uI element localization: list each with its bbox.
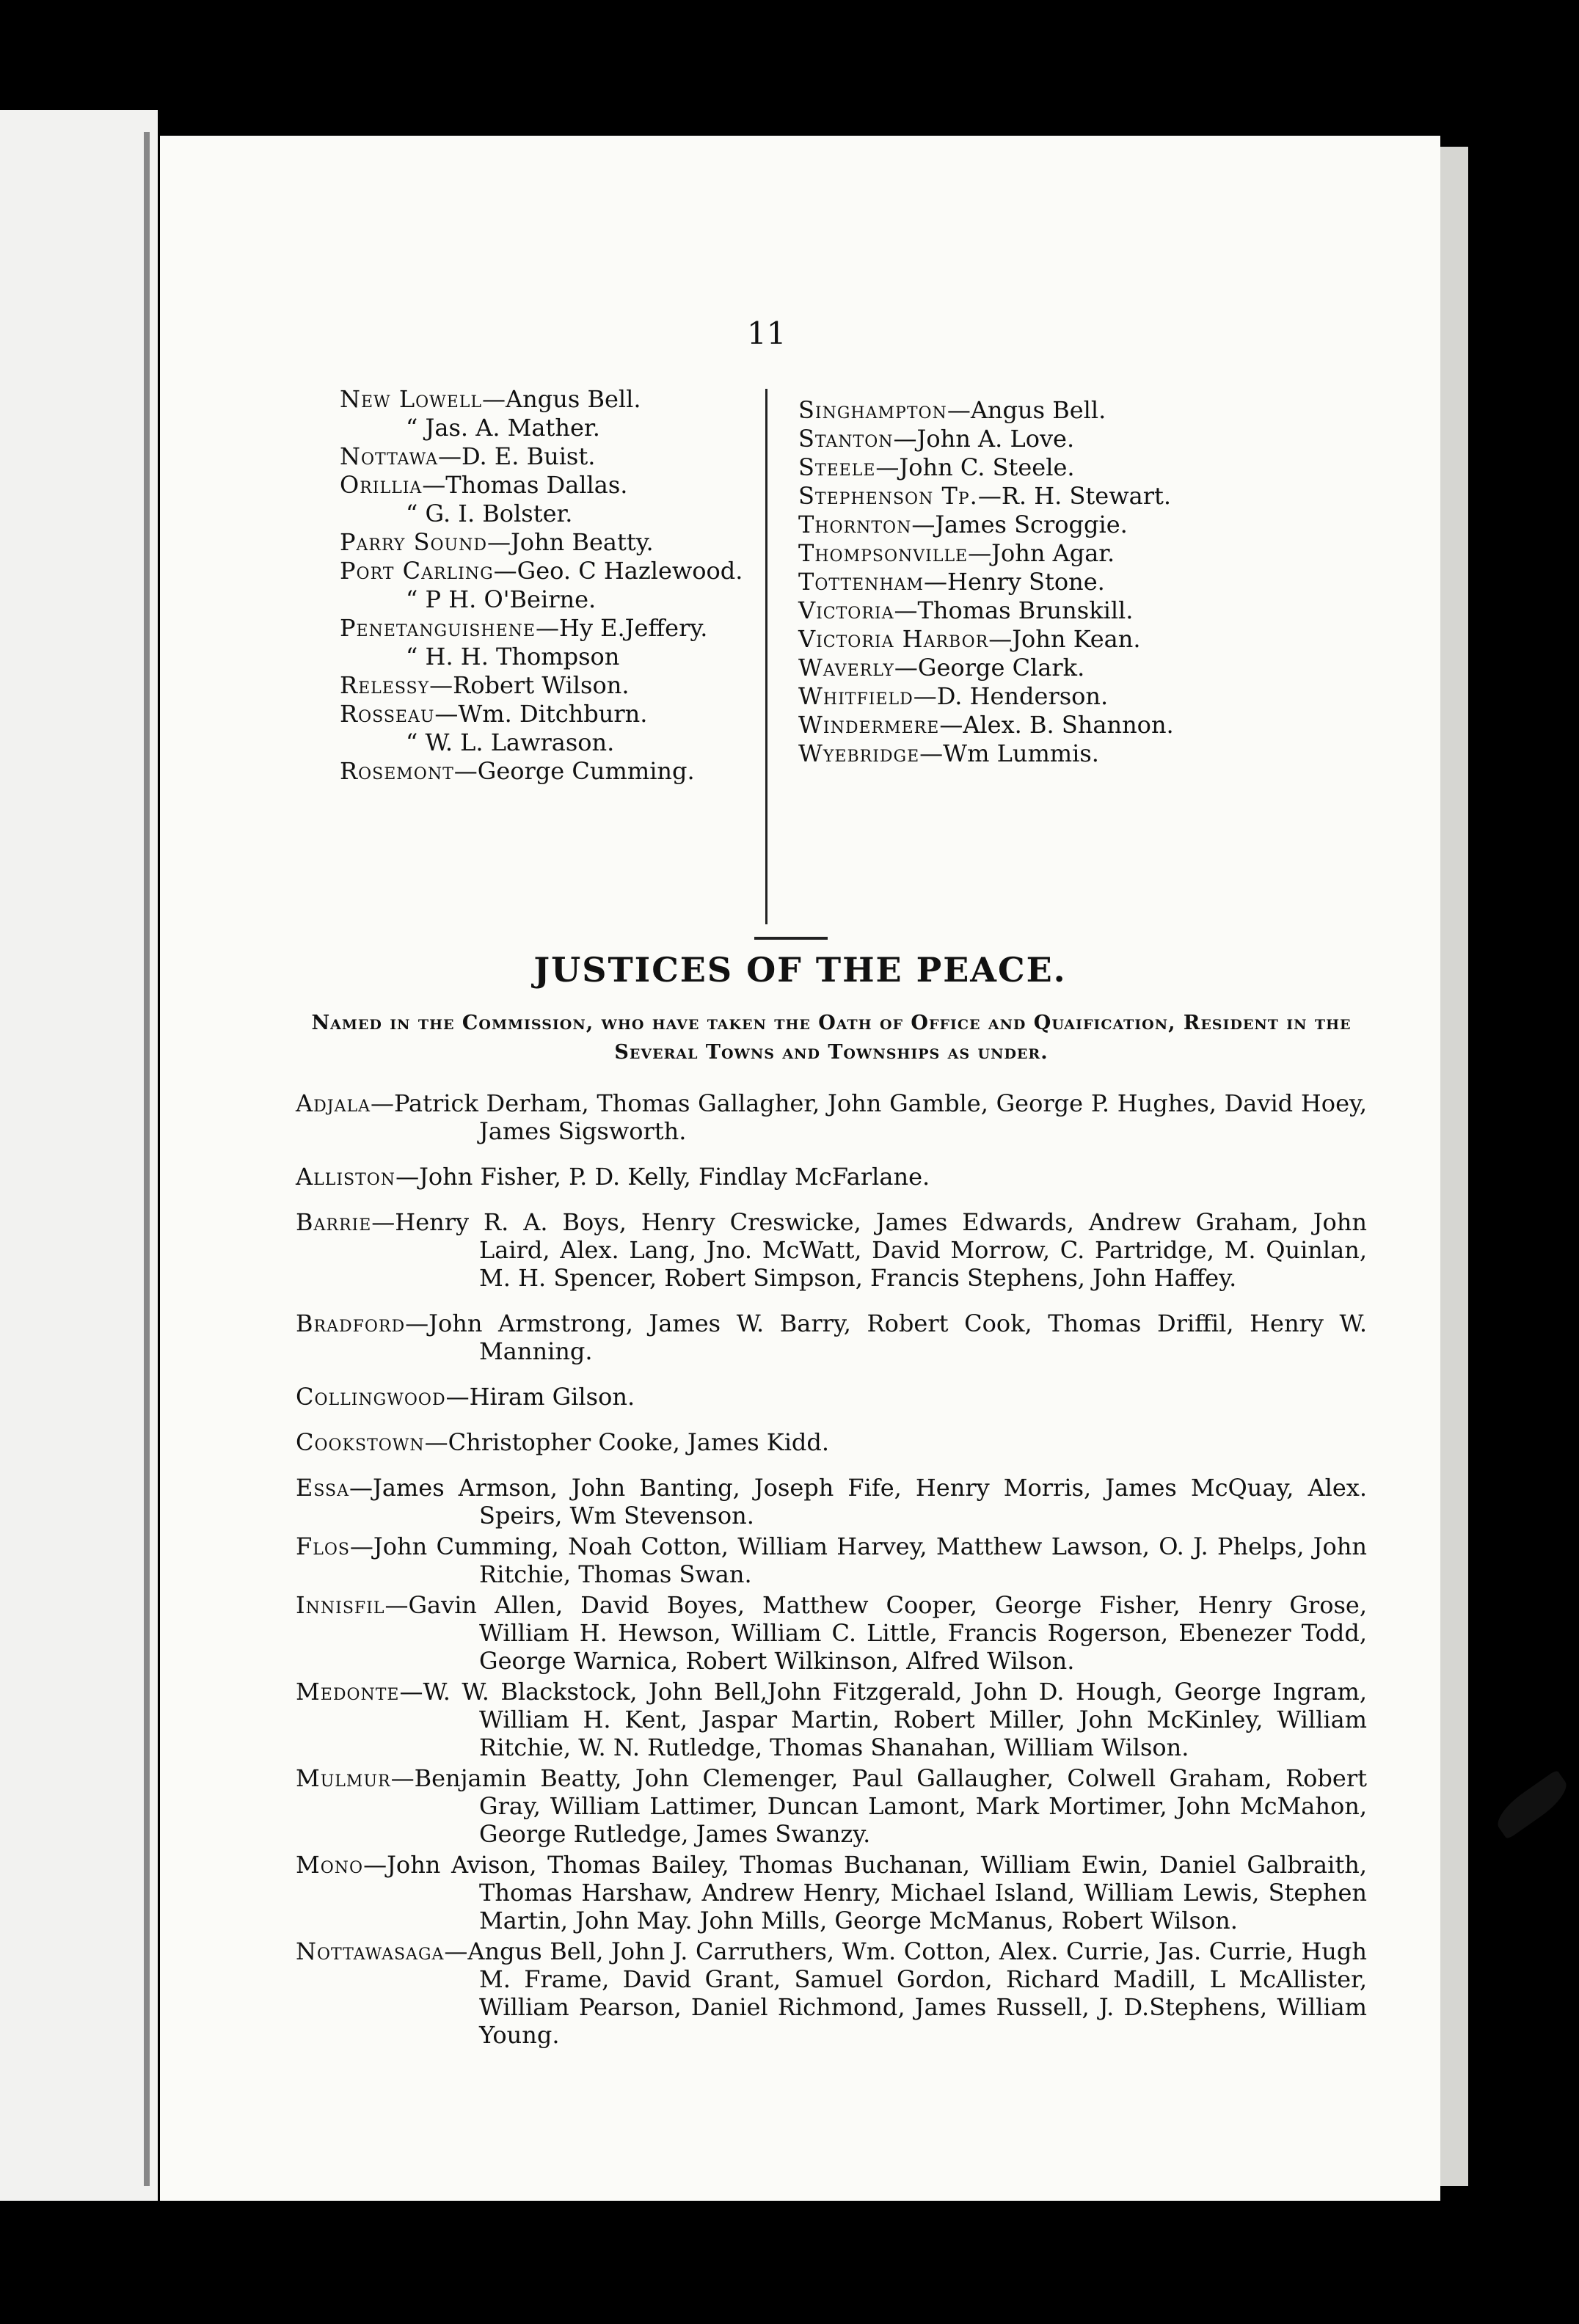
ditto-mark: “ — [406, 643, 426, 670]
postmaster-entry: Parry Sound—John Beatty. — [340, 528, 654, 556]
person-name: John C. Steele. — [899, 453, 1075, 481]
person-name: Geo. C Hazlewood. — [517, 557, 743, 585]
place-name: Singhampton — [798, 396, 947, 424]
page-fold-shadow — [144, 132, 150, 2186]
township-name: Innisfil — [296, 1591, 385, 1619]
person-name: P H. O'Beirne. — [425, 585, 597, 613]
person-name: George Cumming. — [477, 757, 695, 785]
postmaster-continuation — [340, 500, 743, 528]
person-name: R. H. Stewart. — [1001, 482, 1172, 510]
person-name: George Clark. — [917, 654, 1085, 682]
justice-entry: Cookstown—Christopher Cooke, James Kidd. — [296, 1428, 830, 1456]
postmaster-entry: Port Carling—Geo. C Hazlewood. — [340, 557, 743, 585]
document-page — [160, 136, 1440, 2201]
justice-names: Christopher Cooke, James Kidd. — [448, 1428, 830, 1456]
section-rule — [754, 937, 828, 940]
person-name: Henry Stone. — [947, 568, 1105, 596]
page-number: 11 — [747, 315, 787, 351]
person-name: W. L. Lawrason. — [425, 728, 615, 756]
justice-names: Patrick Derham, Thomas Gallagher, John Gamble, George P. Hughes, David Hoey, James Sigsworth. — [393, 1089, 1367, 1145]
justice-names: Henry R. A. Boys, Henry Creswicke, James Edwards, Andrew Graham, John Laird, Alex. Lang, Jno. McWatt, David Morrow, C. Partridge, M. Quinlan, M. H. Spencer, Robert Simpson, Francis Stephens, John Haffey. — [395, 1208, 1367, 1292]
township-name: Mulmur — [296, 1764, 391, 1792]
justice-entry: Alliston—John Fisher, P. D. Kelly, Findlay McFarlane. — [296, 1163, 930, 1191]
justice-entry: Collingwood—Hiram Gilson. — [296, 1383, 635, 1411]
place-name: Victoria — [798, 596, 894, 624]
postmaster-entry: Penetanguishene—Hy E.Jeffery. — [340, 614, 708, 642]
person-name: Hy E.Jeffery. — [558, 614, 708, 642]
person-name: John A. Love. — [916, 425, 1075, 453]
place-name: Stephenson Tp. — [798, 482, 978, 510]
postmaster-entry: Relessy—Robert Wilson. — [340, 671, 630, 699]
person-name: D. E. Buist. — [462, 442, 596, 470]
justice-names: John Armstrong, James W. Barry, Robert Cook, Thomas Driffil, Henry W. Manning. — [429, 1309, 1367, 1365]
person-name: Jas. A. Mather. — [425, 414, 600, 442]
ditto-mark: “ — [406, 585, 426, 613]
place-name: New Lowell — [340, 385, 483, 413]
township-name: Flos — [296, 1532, 350, 1560]
person-name: Thomas Brunskill. — [917, 596, 1134, 624]
postmaster-entry: Rosemont—George Cumming. — [340, 757, 695, 785]
justices-list — [296, 1089, 1367, 2067]
place-name: Whitfield — [798, 682, 914, 710]
township-name: Mono — [296, 1851, 364, 1879]
postmaster-entry: Victoria Harbor—John Kean. — [798, 625, 1141, 653]
postmaster-entry: Waverly—George Clark. — [798, 654, 1085, 682]
place-name: Waverly — [798, 654, 894, 682]
place-name: Victoria Harbor — [798, 625, 989, 653]
justice-names: Hiram Gilson. — [469, 1383, 635, 1411]
place-name: Nottawa — [340, 442, 438, 470]
place-name: Windermere — [798, 711, 940, 739]
postmaster-continuation — [340, 643, 743, 671]
township-name: Medonte — [296, 1678, 400, 1706]
postmaster-entry: Victoria—Thomas Brunskill. — [798, 596, 1134, 624]
person-name: Wm Lummis. — [943, 739, 1099, 767]
justice-entry: Essa—James Armson, John Banting, Joseph Fife, Henry Morris, James McQuay, Alex. Speirs, Wm Stevenson. — [296, 1474, 1367, 1530]
ink-blot — [1490, 1769, 1573, 1840]
justice-entry: Nottawasaga—Angus Bell, John J. Carruthers, Wm. Cotton, Alex. Currie, Jas. Currie, Hugh M. Frame, David Grant, Samuel Gordon, Richard Madill, L McAllister, William Pearson, Daniel Richmond, James Russell, J. D.Stephens, William Young. — [296, 1937, 1367, 2049]
person-name: D. Henderson. — [936, 682, 1109, 710]
justice-entry: Medonte—W. W. Blackstock, John Bell,John Fitzgerald, John D. Hough, George Ingram, William H. Kent, Jaspar Martin, Robert Miller, John McKinley, William Ritchie, W. N. Rutledge, Thomas Shanahan, William Wilson. — [296, 1678, 1367, 1761]
person-name: Angus Bell. — [506, 385, 641, 413]
facing-page-edge — [0, 110, 158, 2201]
justice-names: John Cumming, Noah Cotton, William Harvey, Matthew Lawson, O. J. Phelps, John Ritchie, Thomas Swan. — [373, 1532, 1367, 1588]
page-content — [160, 136, 1440, 2201]
justice-entry: Flos—John Cumming, Noah Cotton, William Harvey, Matthew Lawson, O. J. Phelps, John Ritchie, Thomas Swan. — [296, 1532, 1367, 1588]
postmaster-entry: Windermere—Alex. B. Shannon. — [798, 711, 1174, 739]
postmaster-entry: Rosseau—Wm. Ditchburn. — [340, 700, 648, 728]
postmaster-continuation — [340, 728, 743, 757]
justice-entry: Bradford—John Armstrong, James W. Barry, Robert Cook, Thomas Driffil, Henry W. Manning. — [296, 1309, 1367, 1365]
ditto-mark: “ — [406, 728, 426, 756]
justice-entry: Mono—John Avison, Thomas Bailey, Thomas Buchanan, William Ewin, Daniel Galbraith, Thomas Harshaw, Andrew Henry, Michael Island, William Lewis, Stephen Martin, John May. John Mills, George McManus, Robert Wilson. — [296, 1851, 1367, 1934]
justice-entry: Innisfil—Gavin Allen, David Boyes, Matthew Cooper, George Fisher, Henry Grose, William H. Hewson, William C. Little, Francis Rogerson, Ebenezer Todd, George Warnica, Robert Wilkinson, Alfred Wilson. — [296, 1591, 1367, 1675]
township-name: Essa — [296, 1474, 350, 1502]
person-name: John Agar. — [991, 539, 1115, 567]
justice-entry: Barrie—Henry R. A. Boys, Henry Creswicke, James Edwards, Andrew Graham, John Laird, Alex. Lang, Jno. McWatt, David Morrow, C. Partridge, M. Quinlan, M. H. Spencer, Robert Simpson, Francis Stephens, John Haffey. — [296, 1208, 1367, 1292]
left-postmaster-column — [340, 385, 743, 786]
postmaster-entry: Stanton—John A. Love. — [798, 425, 1075, 453]
column-divider — [765, 389, 767, 924]
justice-names: Benjamin Beatty, John Clemenger, Paul Gallaugher, Colwell Graham, Robert Gray, William Lattimer, Duncan Lamont, Mark Mortimer, John McMahon, George Rutledge, James Swanzy. — [414, 1764, 1367, 1848]
person-name: Robert Wilson. — [453, 671, 630, 699]
postmaster-entry: Nottawa—D. E. Buist. — [340, 442, 596, 470]
person-name: John Kean. — [1012, 625, 1141, 653]
section-heading: JUSTICES OF THE PEACE. — [533, 950, 1067, 990]
township-name: Alliston — [296, 1163, 396, 1191]
place-name: Port Carling — [340, 557, 494, 585]
postmaster-continuation — [340, 585, 743, 614]
postmaster-entry: Tottenham—Henry Stone. — [798, 568, 1105, 596]
person-name: John Beatty. — [510, 528, 654, 556]
township-name: Adjala — [296, 1089, 371, 1117]
justice-names: Angus Bell, John J. Carruthers, Wm. Cotton, Alex. Currie, Jas. Currie, Hugh M. Frame, David Grant, Samuel Gordon, Richard Madill, L McAllister, William Pearson, Daniel Richmond, James Russell, J. D.Stephens, William Young. — [467, 1937, 1367, 2049]
place-name: Rosemont — [340, 757, 454, 785]
postmaster-entry: Orillia—Thomas Dallas. — [340, 471, 628, 499]
person-name: Angus Bell. — [970, 396, 1106, 424]
township-name: Nottawasaga — [296, 1937, 445, 1965]
ditto-mark: “ — [406, 500, 426, 527]
justice-entry: Adjala—Patrick Derham, Thomas Gallagher, John Gamble, George P. Hughes, David Hoey, James Sigsworth. — [296, 1089, 1367, 1145]
person-name: Wm. Ditchburn. — [458, 700, 648, 728]
justice-names: W. W. Blackstock, John Bell,John Fitzgerald, John D. Hough, George Ingram, William H. Kent, Jaspar Martin, Robert Miller, John McKinley, William Ritchie, W. N. Rutledge, Thomas Shanahan, William Wilson. — [423, 1678, 1367, 1761]
postmaster-entry: Thornton—James Scroggie. — [798, 511, 1128, 538]
place-name: Thornton — [798, 511, 912, 538]
right-postmaster-column — [798, 396, 1174, 768]
person-name: Alex. B. Shannon. — [963, 711, 1174, 739]
justice-names: John Fisher, P. D. Kelly, Findlay McFarlane. — [419, 1163, 930, 1191]
place-name: Stanton — [798, 425, 894, 453]
justice-names: Gavin Allen, David Boyes, Matthew Cooper, George Fisher, Henry Grose, William H. Hewson, William C. Little, Francis Rogerson, Ebenezer Todd, George Warnica, Robert Wilkinson, Alfred Wilson. — [408, 1591, 1367, 1675]
postmaster-entry: Whitfield—D. Henderson. — [798, 682, 1109, 710]
person-name: Thomas Dallas. — [445, 471, 628, 499]
justice-names: John Avison, Thomas Bailey, Thomas Buchanan, William Ewin, Daniel Galbraith, Thomas Harshaw, Andrew Henry, Michael Island, William Lewis, Stephen Martin, John May. John Mills, George McManus, Robert Wilson. — [387, 1851, 1367, 1934]
section-subheading: Named in the Commission, who have taken the Oath of Office and Quaification, Resident in the Several Towns and Townships as under. — [311, 1012, 1352, 1064]
place-name: Steele — [798, 453, 876, 481]
postmaster-entry: Wyebridge—Wm Lummis. — [798, 739, 1099, 767]
place-name: Rosseau — [340, 700, 435, 728]
place-name: Tottenham — [798, 568, 925, 596]
place-name: Wyebridge — [798, 739, 920, 767]
person-name: G. I. Bolster. — [425, 500, 573, 527]
person-name: H. H. Thompson — [425, 643, 620, 670]
place-name: Orillia — [340, 471, 423, 499]
place-name: Parry Sound — [340, 528, 487, 556]
postmaster-entry: New Lowell—Angus Bell. — [340, 385, 641, 413]
postmaster-entry: Steele—John C. Steele. — [798, 453, 1075, 481]
place-name: Thompsonville — [798, 539, 969, 567]
postmaster-entry: Stephenson Tp.—R. H. Stewart. — [798, 482, 1172, 510]
township-name: Collingwood — [296, 1383, 446, 1411]
township-name: Cookstown — [296, 1428, 425, 1456]
place-name: Penetanguishene — [340, 614, 536, 642]
postmaster-entry: Singhampton—Angus Bell. — [798, 396, 1106, 424]
person-name: James Scroggie. — [935, 511, 1128, 538]
postmaster-entry: Thompsonville—John Agar. — [798, 539, 1115, 567]
place-name: Relessy — [340, 671, 430, 699]
township-name: Barrie — [296, 1208, 372, 1236]
justice-names: James Armson, John Banting, Joseph Fife, Henry Morris, James McQuay, Alex. Speirs, Wm Stevenson. — [373, 1474, 1367, 1530]
postmaster-continuation — [340, 414, 743, 442]
ditto-mark: “ — [406, 414, 426, 442]
justice-entry: Mulmur—Benjamin Beatty, John Clemenger, Paul Gallaugher, Colwell Graham, Robert Gray, William Lattimer, Duncan Lamont, Mark Mortimer, John McMahon, George Rutledge, James Swanzy. — [296, 1764, 1367, 1848]
township-name: Bradford — [296, 1309, 406, 1337]
